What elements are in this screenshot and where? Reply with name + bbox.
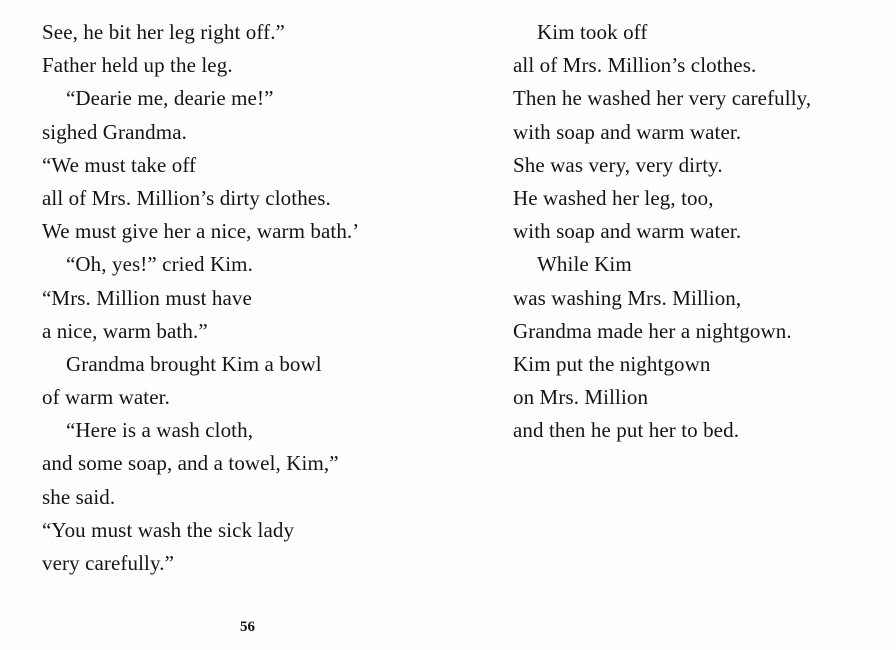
text-line: of warm water. <box>42 385 170 410</box>
text-line: Father held up the leg. <box>42 53 233 78</box>
text-line: “You must wash the sick lady <box>42 517 295 542</box>
text-line: “We must take off <box>42 152 197 177</box>
text-line: Grandma brought Kim a bowl <box>66 351 322 376</box>
text-line: Kim put the nightgown <box>513 351 711 376</box>
text-line: “Oh, yes!” cried Kim. <box>66 252 253 277</box>
text-line: very carefully.” <box>42 551 174 575</box>
text-line: sighed Grandma. <box>42 119 187 144</box>
text-line: She was very, very dirty. <box>513 152 723 177</box>
text-line: on Mrs. Million <box>513 385 649 410</box>
text-line: “Dearie me, dearie me!” <box>66 86 274 111</box>
text-line: was washing Mrs. Million, <box>513 285 742 310</box>
text-line: We must give her a nice, warm bath.’ <box>42 219 360 244</box>
text-line: and some soap, and a towel, Kim,” <box>42 451 339 476</box>
left-page-text <box>42 16 462 580</box>
text-line: all of Mrs. Million’s clothes. <box>513 53 757 78</box>
text-line: Then he washed her very carefully, <box>513 86 812 111</box>
text-line: While Kim <box>537 252 632 277</box>
text-line: with soap and warm water. <box>513 219 742 244</box>
text-line: Kim took off <box>537 20 648 44</box>
text-line: See, he bit her leg right off.” <box>42 20 285 44</box>
right-page-text <box>513 16 893 447</box>
text-line: a nice, warm bath.” <box>42 318 208 343</box>
text-line: “Mrs. Million must have <box>42 285 252 310</box>
text-line: He washed her leg, too, <box>513 185 714 210</box>
page-number: 56 <box>240 619 255 635</box>
text-line: “Here is a wash cloth, <box>66 418 254 443</box>
text-line: Grandma made her a nightgown. <box>513 318 792 343</box>
text-line: she said. <box>42 484 116 509</box>
text-line: all of Mrs. Million’s dirty clothes. <box>42 185 331 210</box>
text-line: and then he put her to bed. <box>513 418 740 443</box>
text-line: with soap and warm water. <box>513 119 742 144</box>
